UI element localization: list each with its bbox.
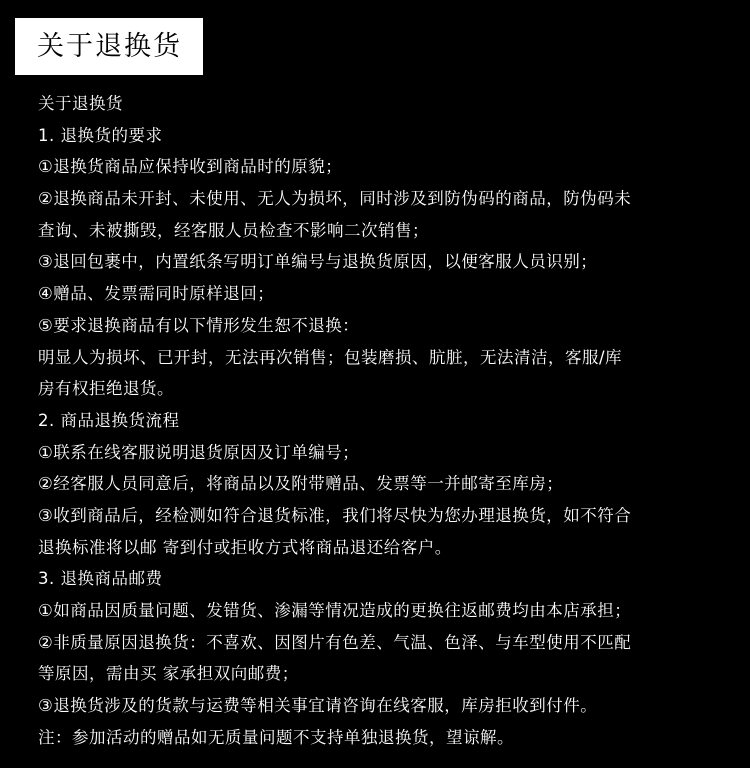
policy-line: 房有权拒绝退货。	[38, 379, 174, 399]
policy-line: ④赠品、发票需同时原样退回；	[38, 284, 275, 304]
policy-line: 退换标准将以邮 寄到付或拒收方式将商品退还给客户。	[38, 537, 452, 557]
policy-line: 查询、未被撕毁，经客服人员检查不影响二次销售；	[38, 220, 429, 240]
section-heading-process: 2. 商品退换货流程	[38, 410, 180, 430]
policy-line: ③退回包裹中，内置纸条写明订单编号与退换货原因，以便客服人员识别；	[38, 252, 598, 272]
policy-line: ③收到商品后，经检测如符合退货标准，我们将尽快为您办理退换货，如不符合	[38, 505, 632, 525]
policy-line: ①如商品因质量问题、发错货、渗漏等情况造成的更换往返邮费均由本店承担；	[38, 601, 632, 620]
policy-line: ②非质量原因退换货：不喜欢、因图片有色差、气温、色泽、与车型使用不匹配	[38, 632, 632, 652]
policy-line: 等原因，需由买 家承担双向邮费；	[38, 664, 299, 684]
policy-line: ①退换货商品应保持收到商品时的原貌；	[38, 157, 343, 177]
policy-heading: 关于退换货	[38, 94, 123, 113]
page-title: 关于退换货	[15, 18, 203, 75]
policy-note: 注：参加活动的赠品如无质量问题不支持单独退换货，望谅解。	[38, 727, 514, 747]
policy-line: ②退换商品未开封、未使用、无人为损坏，同时涉及到防伪码的商品，防伪码未	[38, 189, 632, 209]
section-heading-postage: 3. 退换商品邮费	[38, 569, 163, 589]
policy-line: ③退换货涉及的货款与运费等相关事宜请咨询在线客服，库房拒收到付件。	[38, 696, 598, 716]
section-heading-requirements: 1. 退换货的要求	[38, 125, 163, 145]
policy-line: 明显人为损坏、已开封，无法再次销售；包装磨损、肮脏，无法清洁，客服/库	[38, 347, 623, 367]
policy-line: ①联系在线客服说明退货原因及订单编号；	[38, 442, 360, 462]
policy-line: ⑤要求退换商品有以下情形发生恕不退换：	[38, 315, 360, 335]
policy-line: ②经客服人员同意后，将商品以及附带赠品、发票等一并邮寄至库房；	[38, 474, 564, 494]
return-policy-text	[38, 88, 738, 753]
